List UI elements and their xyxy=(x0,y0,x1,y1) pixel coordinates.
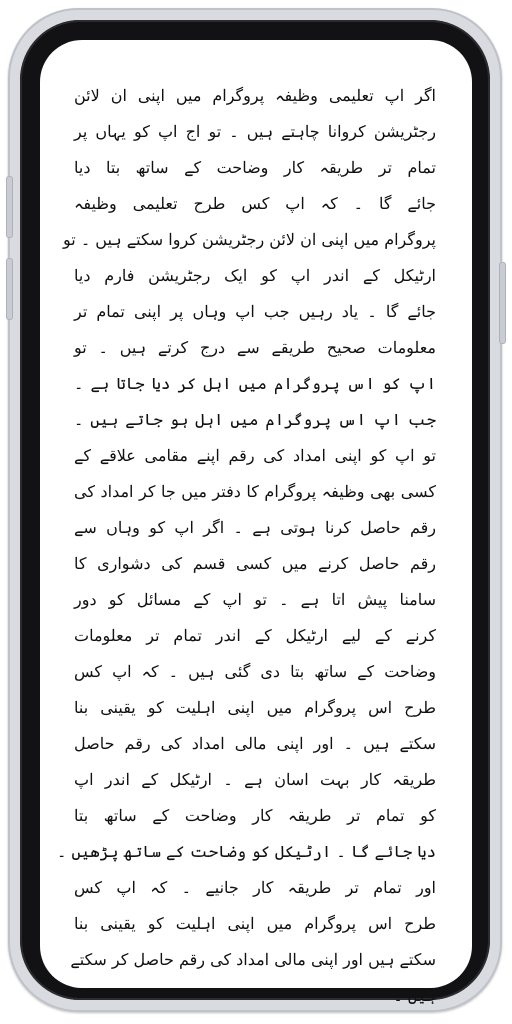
article-line: دیا جائے گا ۔ ارٹیکل کو وضاحت کے ساتھ پڑھیں ۔ xyxy=(57,842,436,861)
article-line: طرح اس پروگرام میں اپنی اہلیت کو یقینی بنا xyxy=(74,914,436,933)
article-line: رقم حاصل کرنے میں کسی قسم کی دشواری کا xyxy=(74,554,436,573)
article-line: طرح اس پروگرام میں اپنی اہلیت کو یقینی بنا xyxy=(74,698,436,717)
volume-up-button xyxy=(6,176,13,238)
article-line: طریقہ کار بہت اسان ہے ۔ ارٹیکل کے اندر اپ xyxy=(74,770,436,789)
power-button xyxy=(499,262,506,344)
article-line: سامنا پیش اتا ہے ۔ تو اپ کے مسائل کو دور xyxy=(74,590,436,609)
article-line: پروگرام میں اپنی ان لائن رجٹریشن کروا سکتے ہیں ۔ تو xyxy=(63,230,436,249)
volume-down-button xyxy=(6,258,13,320)
article-line: سکتے ہیں ۔ اور اپنی مالی امداد کی رقم حاصل xyxy=(74,734,436,753)
article-line: رجٹریشن کروانا چاہتے ہیں ۔ تو اج اپ کو یہاں پر xyxy=(74,122,436,141)
article-line: تمام تر طریقہ کار وضاحت کے ساتھ بتا دیا xyxy=(74,158,436,177)
article-line: جائے گا ۔ یاد رہیں جب اپ وہاں پر اپنی تمام تر xyxy=(74,302,436,321)
article-line: تو اپ کو اپنی امداد کی رقم اپنے مقامی علاقے کے xyxy=(74,446,436,465)
article-line: ارٹیکل کے اندر اپ کو ایک رجٹریشن فارم دیا xyxy=(74,266,436,285)
article-line: اپ کو اس پروگرام میں اہل کر دیا جاتا ہے ۔ xyxy=(74,374,436,393)
article-line: جب اپ اس پروگرام میں اہل ہو جاتے ہیں ۔ xyxy=(74,410,436,429)
article-line: رقم حاصل کرنا ہوتی ہے ۔ اگر اپ کو وہاں سے xyxy=(74,518,436,537)
article-line: ہیں ۔ xyxy=(393,986,436,1005)
article-line: اور تمام تر طریقہ کار جانیے ۔ کہ اپ کس xyxy=(74,878,436,897)
article-line: کرنے کے لیے ارٹیکل کے اندر تمام تر معلومات xyxy=(74,626,436,645)
article-line: جائے گا ۔ کہ اپ کس طرح تعلیمی وظیفہ xyxy=(74,194,436,213)
article-line: کو تمام تر طریقہ کار وضاحت کے ساتھ بتا xyxy=(74,806,436,825)
article-line: وضاحت کے ساتھ بتا دی گئی ہیں ۔ کہ اپ کس xyxy=(74,662,436,681)
article-line: کسی بھی وظیفہ پروگرام کا دفتر میں جا کر امداد کی xyxy=(74,482,436,501)
article-text xyxy=(57,78,436,1005)
article-line: سکتے ہیں اور اپنی مالی امداد کی رقم حاصل کر سکتے xyxy=(70,950,436,969)
article-line: معلومات صحیح طریقے سے درج کرتے ہیں ۔ تو xyxy=(74,338,436,357)
article-line: اگر اپ تعلیمی وظیفہ پروگرام میں اپنی ان لائن xyxy=(74,86,436,105)
